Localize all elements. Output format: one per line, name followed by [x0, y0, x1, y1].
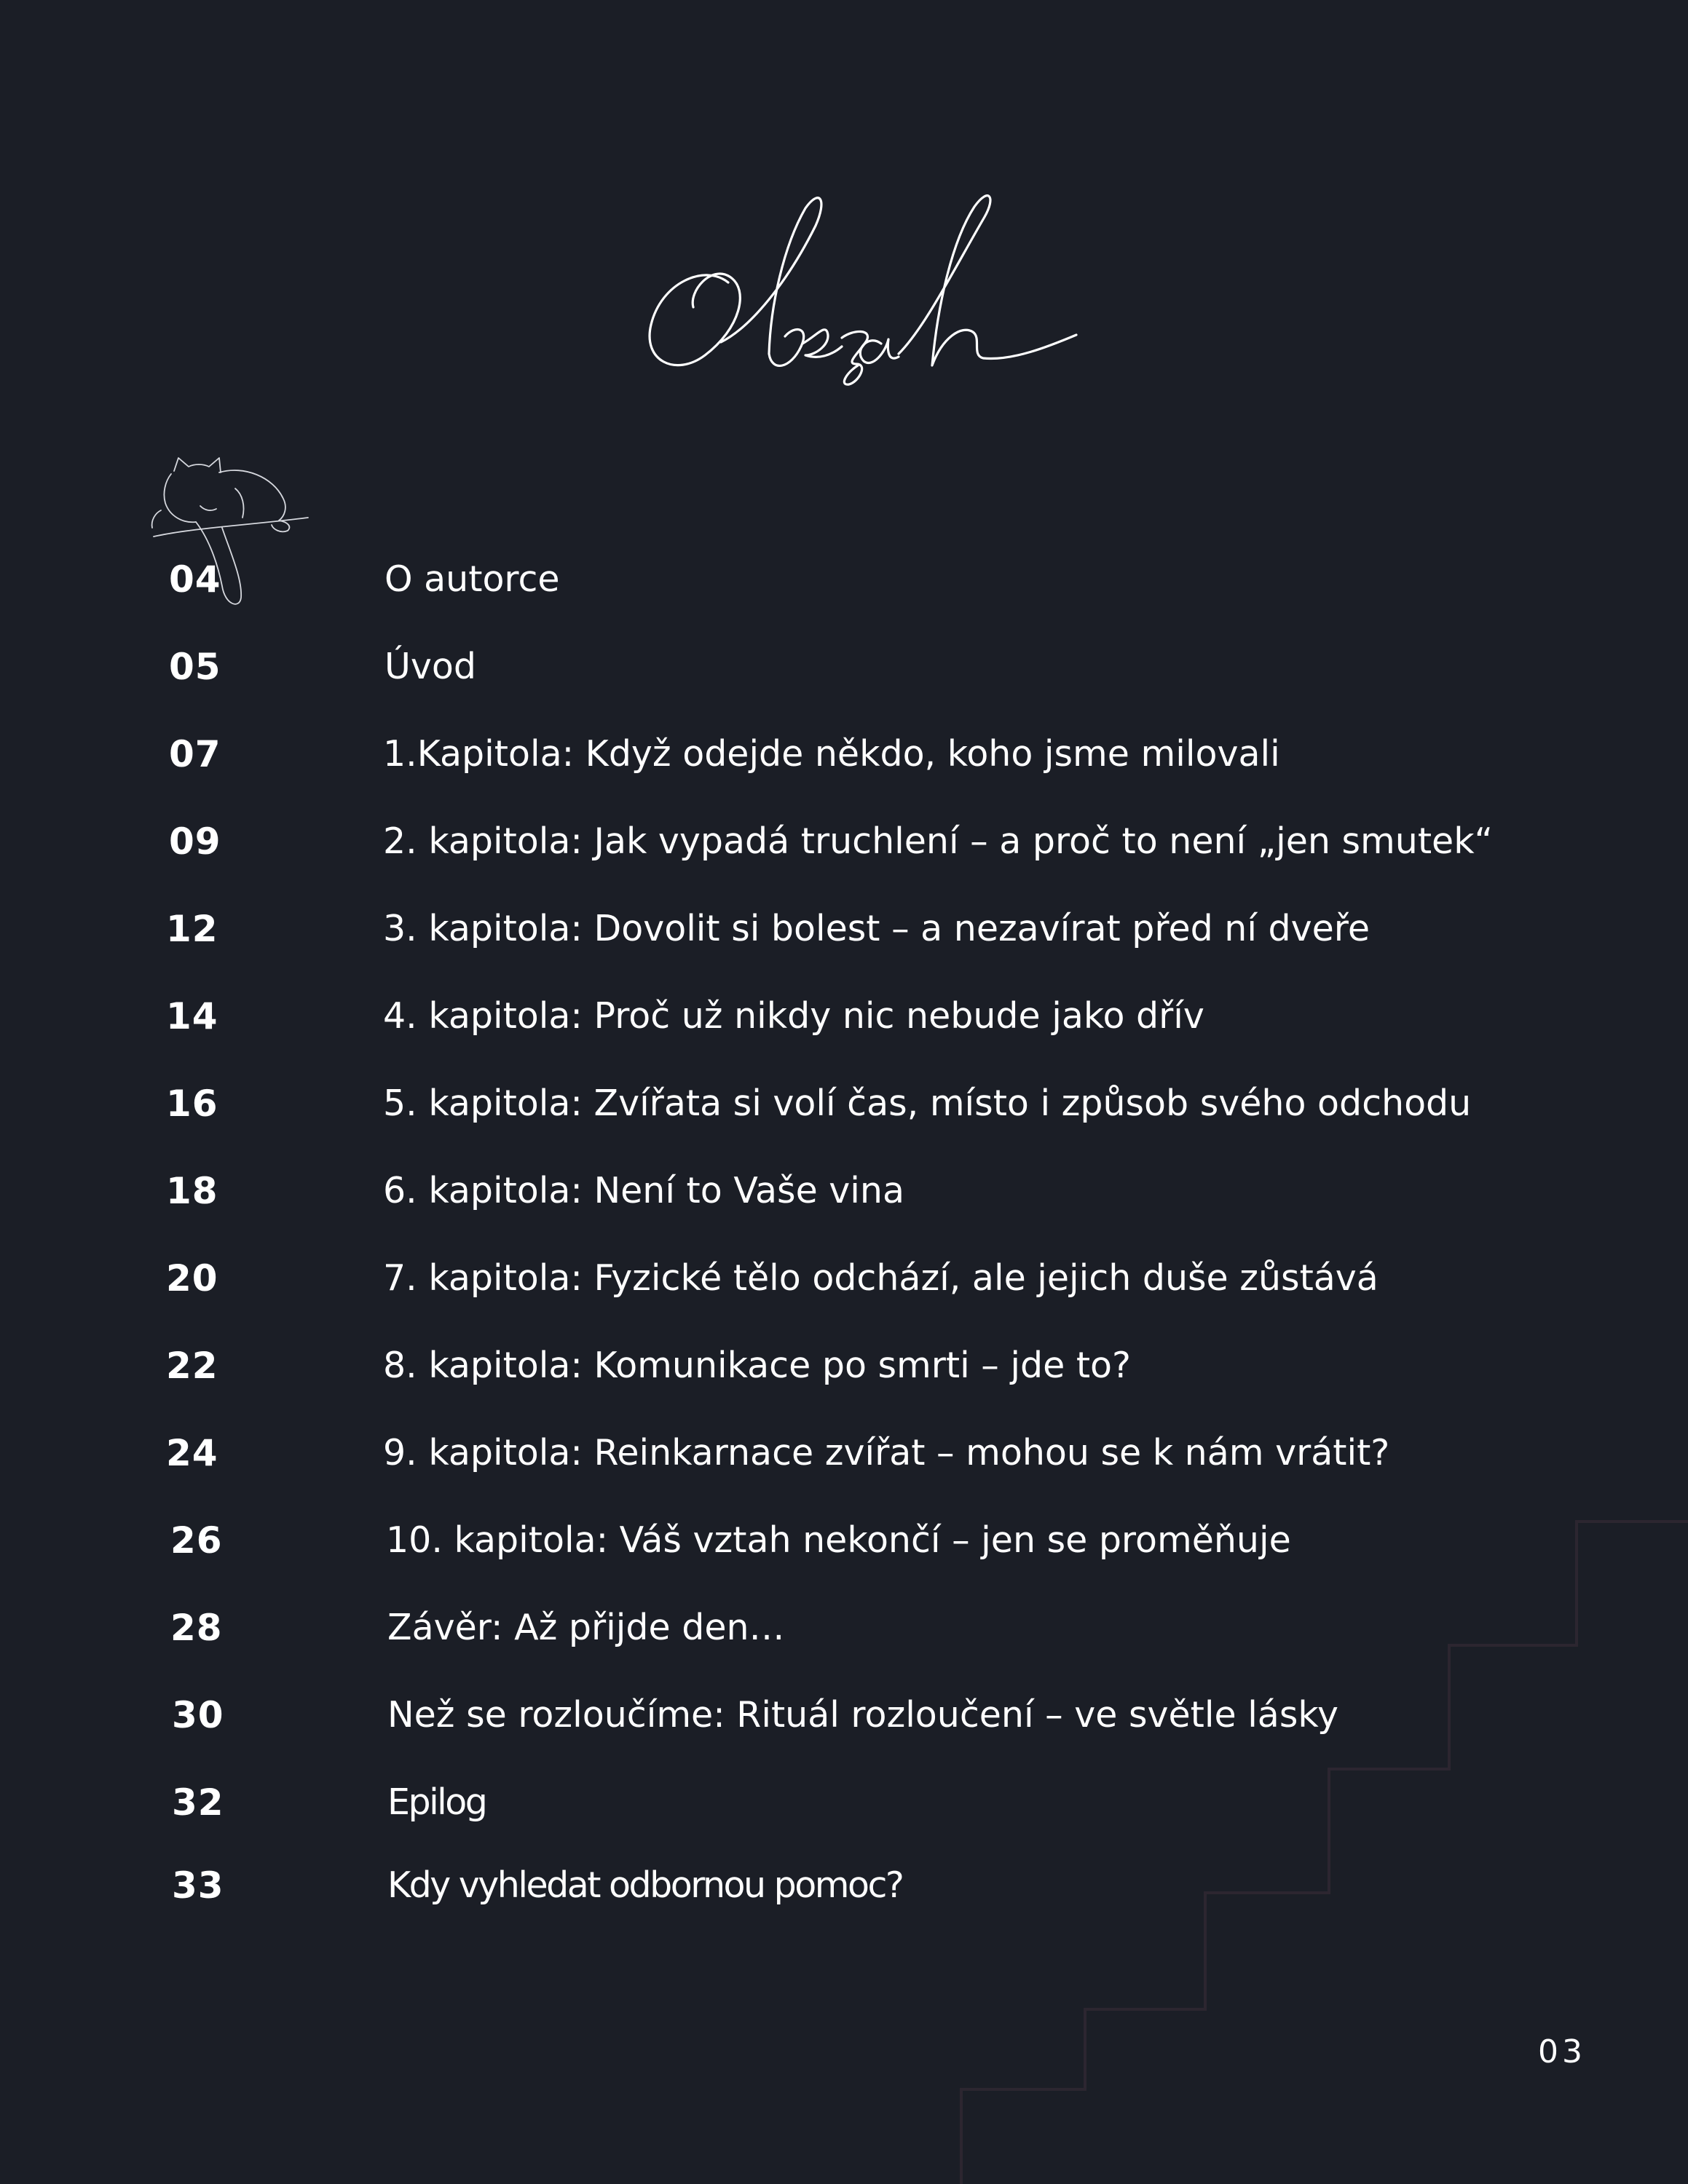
toc-item[interactable] [0, 1075, 1688, 1133]
toc-page-number: 14 [166, 995, 218, 1037]
toc-item[interactable] [0, 1599, 1688, 1657]
toc-chapter-title: 7. kapitola: Fyzické tělo odchází, ale jejich duše zůstává [383, 1257, 1379, 1299]
toc-page-number: 09 [169, 820, 221, 863]
toc-chapter-title: 6. kapitola: Není to Vaše vina [383, 1170, 905, 1211]
toc-page-number: 07 [169, 733, 221, 775]
toc-item[interactable] [0, 1249, 1688, 1307]
toc-item[interactable] [0, 1337, 1688, 1395]
toc-chapter-title: 8. kapitola: Komunikace po smrti – jde to? [383, 1345, 1132, 1386]
toc-chapter-title: 4. kapitola: Proč už nikdy nic nebude jako dřív [383, 995, 1204, 1037]
toc-chapter-title: 10. kapitola: Váš vztah nekončí – jen se proměňuje [386, 1519, 1291, 1561]
toc-chapter-title: 5. kapitola: Zvířata si volí čas, místo i způsob svého odchodu [383, 1083, 1472, 1124]
toc-chapter-title: 3. kapitola: Dovolit si bolest – a nezavírat před ní dveře [383, 908, 1370, 949]
toc-item[interactable] [0, 1773, 1688, 1832]
toc-item[interactable] [0, 812, 1688, 871]
toc-item[interactable] [0, 987, 1688, 1045]
toc-chapter-title: 1.Kapitola: Když odejde někdo, koho jsme milovali [383, 733, 1280, 775]
toc-chapter-title: 9. kapitola: Reinkarnace zvířat – mohou se k nám vrátit? [383, 1432, 1390, 1473]
toc-item[interactable] [0, 638, 1688, 696]
toc-page-number: 26 [170, 1519, 223, 1562]
toc-chapter-title: Než se rozloučíme: Rituál rozloučení – ve světle lásky [387, 1694, 1338, 1736]
toc-chapter-title: Úvod [384, 646, 476, 687]
toc-page-number: 33 [172, 1864, 224, 1907]
toc-chapter-title: 2. kapitola: Jak vypadá truchlení – a proč to není „jen smutek“ [383, 820, 1493, 862]
page-number: 03 [1538, 2033, 1586, 2070]
toc-page-number: 05 [169, 646, 221, 688]
toc-page-number: 18 [166, 1170, 218, 1212]
toc-page-number: 16 [166, 1083, 218, 1125]
toc-item[interactable] [0, 1686, 1688, 1744]
toc-item[interactable] [0, 900, 1688, 958]
toc-item[interactable] [0, 1511, 1688, 1570]
toc-page-number: 30 [172, 1694, 224, 1736]
toc-page-number: 28 [170, 1607, 223, 1649]
toc-page-number: 22 [166, 1345, 218, 1387]
toc-chapter-title: Kdy vyhledat odbornou pomoc? [387, 1864, 903, 1906]
toc-chapter-title: O autorce [384, 558, 560, 600]
toc-item[interactable] [0, 1424, 1688, 1482]
toc-item[interactable] [0, 1162, 1688, 1220]
toc-item[interactable] [0, 725, 1688, 783]
toc-chapter-title: Závěr: Až přijde den… [387, 1607, 785, 1648]
toc-item[interactable] [0, 550, 1688, 609]
toc-page-number: 32 [172, 1781, 224, 1824]
toc-page-number: 12 [166, 908, 218, 950]
toc-page-number: 20 [166, 1257, 218, 1299]
toc-page-number: 24 [166, 1432, 218, 1474]
toc-item[interactable] [0, 1856, 1688, 1915]
toc-chapter-title: Epilog [387, 1781, 486, 1823]
toc-page-number: 04 [169, 558, 221, 601]
